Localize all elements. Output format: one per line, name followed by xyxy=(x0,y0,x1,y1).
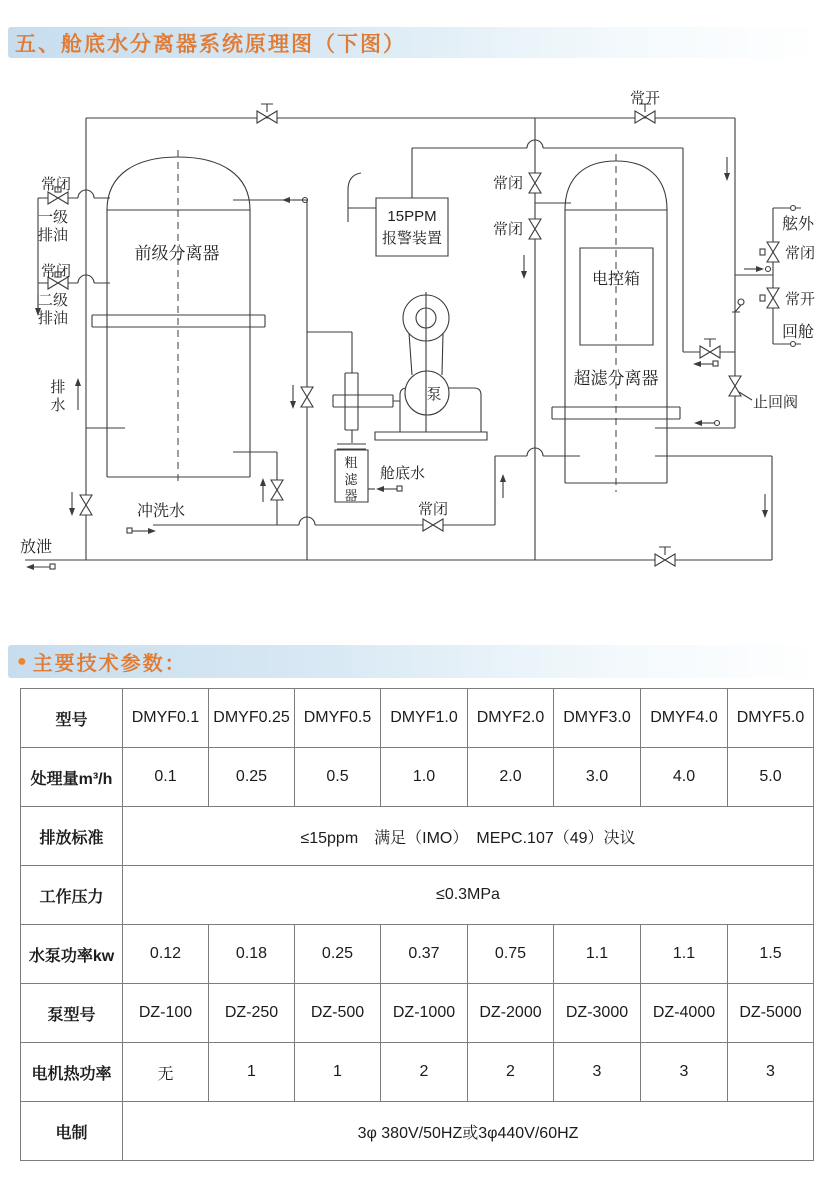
param-row-label: 电制 xyxy=(21,1102,123,1161)
label-front-separator: 前级分离器 xyxy=(134,244,220,263)
valve-drain-left xyxy=(80,495,92,515)
check-valve xyxy=(729,376,741,396)
param-row xyxy=(21,1102,814,1161)
label-alarm-1: 15PPM xyxy=(387,208,437,225)
param-cell: 1.1 xyxy=(641,925,728,984)
valve-normally-open-top xyxy=(635,111,655,123)
label-filter-3: 器 xyxy=(344,488,358,503)
valve-outlet-riser xyxy=(301,387,313,407)
param-cell: 2.0 xyxy=(468,748,554,807)
alarm-device-box xyxy=(376,198,448,256)
coarse-filter-assembly xyxy=(333,373,400,502)
param-cell-merged: 3φ 380V/50HZ或3φ440V/60HZ xyxy=(123,1102,814,1161)
valve-nc-mid-lower xyxy=(529,219,541,239)
param-row xyxy=(21,748,814,807)
drain-cock xyxy=(732,299,744,312)
label-nc-oil1: 常闭 xyxy=(40,176,72,193)
label-nc-mid1: 常闭 xyxy=(492,175,523,192)
param-row-label: 电机热功率 xyxy=(21,1043,123,1102)
params-table xyxy=(20,688,814,1161)
param-cell: DMYF1.0 xyxy=(381,689,468,748)
page-title: 五、舱底水分离器系统原理图（下图） xyxy=(15,32,406,56)
valve-no-return xyxy=(767,288,779,308)
param-cell: DMYF5.0 xyxy=(728,689,814,748)
label-filter-2: 滤 xyxy=(344,472,358,487)
label-nc-mid2: 常闭 xyxy=(492,221,523,238)
label-drain-2: 水 xyxy=(50,397,66,414)
label-flush-water: 冲洗水 xyxy=(137,503,186,520)
param-cell: 0.5 xyxy=(295,748,381,807)
param-cell: DMYF2.0 xyxy=(468,689,554,748)
param-cell: DZ-1000 xyxy=(381,984,468,1043)
label-back-cabin: 回舱 xyxy=(782,324,815,341)
valve-nc-flush xyxy=(423,519,443,531)
label-vent: 放泄 xyxy=(20,539,53,556)
pipe-network xyxy=(25,118,801,560)
label-alarm-2: 报警装置 xyxy=(381,230,443,247)
label-oil1: 排油 xyxy=(38,227,69,244)
valve-flush-return xyxy=(271,480,283,500)
param-cell: 2 xyxy=(381,1043,468,1102)
param-cell: 1.1 xyxy=(554,925,641,984)
param-cell: 3 xyxy=(641,1043,728,1102)
param-cell: 0.75 xyxy=(468,925,554,984)
param-cell: 0.12 xyxy=(123,925,209,984)
valve-nc-overboard xyxy=(767,242,779,262)
params-heading-bar xyxy=(8,645,822,678)
bullet-icon: ● xyxy=(17,652,27,670)
param-row xyxy=(21,866,814,925)
param-cell: DZ-250 xyxy=(209,984,295,1043)
param-cell: DZ-4000 xyxy=(641,984,728,1043)
param-cell: DZ-500 xyxy=(295,984,381,1043)
valve-top-left xyxy=(257,111,277,123)
params-table-body xyxy=(21,689,814,1161)
label-overboard: 舷外 xyxy=(782,216,815,233)
param-row xyxy=(21,807,814,866)
label-nc-overboard: 常闭 xyxy=(785,245,816,262)
param-row xyxy=(21,689,814,748)
param-cell: 3.0 xyxy=(554,748,641,807)
label-control-box: 电控箱 xyxy=(591,271,641,288)
valve-oil-grade1 xyxy=(48,192,68,204)
param-cell: 2 xyxy=(468,1043,554,1102)
pump-unit xyxy=(375,292,487,440)
param-row xyxy=(21,925,814,984)
label-drain-1: 排 xyxy=(50,379,66,396)
param-cell: DMYF4.0 xyxy=(641,689,728,748)
label-no-return: 常开 xyxy=(785,291,816,308)
label-grade2: 二级 xyxy=(38,292,69,309)
params-heading: 主要技术参数： xyxy=(32,653,187,675)
label-no-top: 常开 xyxy=(629,90,661,107)
label-nc-flush: 常闭 xyxy=(417,501,449,518)
label-bilge-water: 舱底水 xyxy=(380,465,426,482)
param-cell: 5.0 xyxy=(728,748,814,807)
param-cell: DMYF0.1 xyxy=(123,689,209,748)
param-cell: 1 xyxy=(209,1043,295,1102)
param-cell: DMYF3.0 xyxy=(554,689,641,748)
param-cell: DMYF0.5 xyxy=(295,689,381,748)
param-cell: 3 xyxy=(554,1043,641,1102)
param-row xyxy=(21,1043,814,1102)
param-row-label: 泵型号 xyxy=(21,984,123,1043)
param-cell: 1 xyxy=(295,1043,381,1102)
param-cell: 0.1 xyxy=(123,748,209,807)
param-row xyxy=(21,984,814,1043)
param-cell: 0.25 xyxy=(295,925,381,984)
param-row-label: 型号 xyxy=(21,689,123,748)
param-cell-merged: ≤0.3MPa xyxy=(123,866,814,925)
param-cell: DMYF0.25 xyxy=(209,689,295,748)
label-pump: 泵 xyxy=(426,386,442,403)
param-cell-merged: ≤15ppm 满足（IMO） MEPC.107（49）决议 xyxy=(123,807,814,866)
param-cell: DZ-2000 xyxy=(468,984,554,1043)
param-row-label: 工作压力 xyxy=(21,866,123,925)
param-row-label: 排放标准 xyxy=(21,807,123,866)
label-check-valve: 止回阀 xyxy=(753,394,799,411)
label-filter-1: 粗 xyxy=(344,455,358,470)
valve-nc-mid-upper xyxy=(529,173,541,193)
param-cell: DZ-100 xyxy=(123,984,209,1043)
param-cell: 4.0 xyxy=(641,748,728,807)
param-cell: 无 xyxy=(123,1043,209,1102)
param-cell: 0.37 xyxy=(381,925,468,984)
param-row-label: 处理量m³/h xyxy=(21,748,123,807)
valve-fill-line xyxy=(700,346,720,358)
valve-bottom-pipe xyxy=(655,554,675,566)
param-cell: 0.18 xyxy=(209,925,295,984)
label-oil2: 排油 xyxy=(38,310,69,327)
param-cell: 1.0 xyxy=(381,748,468,807)
label-grade1: 一级 xyxy=(38,209,69,226)
label-ultra-separator: 超滤分离器 xyxy=(573,369,659,388)
ultra-separator-tank xyxy=(552,154,680,492)
param-row-label: 水泵功率kw xyxy=(21,925,123,984)
label-nc-oil2: 常闭 xyxy=(40,263,72,280)
param-cell: DZ-3000 xyxy=(554,984,641,1043)
param-cell: DZ-5000 xyxy=(728,984,814,1043)
param-cell: 0.25 xyxy=(209,748,295,807)
param-cell: 3 xyxy=(728,1043,814,1102)
param-cell: 1.5 xyxy=(728,925,814,984)
